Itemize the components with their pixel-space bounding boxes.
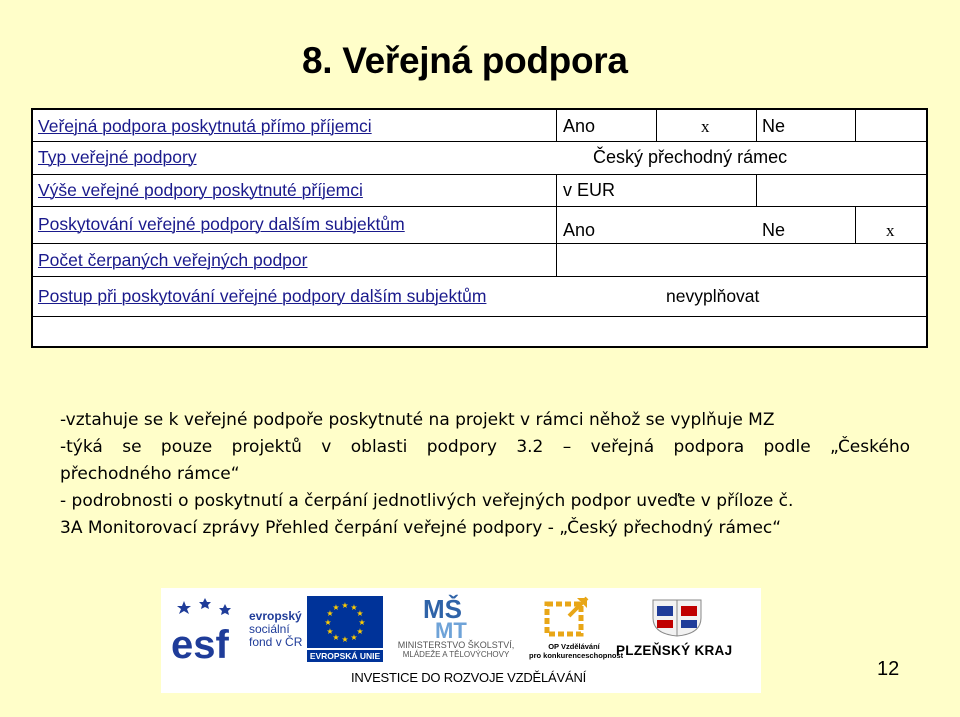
support-type-value: Český přechodný rámec (593, 147, 788, 167)
option-yes[interactable]: Ano (563, 220, 596, 240)
row-label-support-type: Typ veřejné podpory (38, 147, 197, 167)
eu-label: EVROPSKÁ UNIE (307, 650, 383, 662)
svg-text:★: ★ (341, 635, 349, 644)
page-title: 8. Veřejná podpora (302, 40, 628, 81)
svg-text:MŠ: MŠ (423, 594, 462, 624)
row-label-support-count: Počet čerpaných veřejných podpor (38, 250, 308, 270)
row-label-procedure: Postup při poskytování veřejné podpory dalším subjektům (38, 286, 487, 306)
selected-mark: x (701, 117, 710, 136)
col-divider (855, 110, 856, 141)
col-divider (756, 174, 757, 206)
col-divider (556, 206, 557, 243)
esf-caption-line: evropský (249, 609, 302, 623)
svg-text:★: ★ (350, 603, 358, 612)
svg-text:★: ★ (332, 633, 340, 642)
row-label-support-amount: Výše veřejné podpory poskytnuté příjemci (38, 180, 363, 200)
note-line: - podrobnosti o poskytnutí a čerpání jednotlivých veřejných podpor uveďte v příloze č. (60, 491, 794, 511)
msmt-caption-line: MINISTERSTVO ŠKOLSTVÍ, (397, 640, 515, 650)
svg-text:★: ★ (356, 609, 364, 618)
note-line: přechodného rámce“ (60, 464, 240, 484)
svg-text:★: ★ (326, 609, 334, 618)
col-divider (756, 110, 757, 141)
svg-text:★: ★ (324, 618, 332, 627)
col-divider (556, 110, 557, 141)
svg-text:★: ★ (358, 618, 366, 627)
msmt-logo (421, 594, 491, 640)
procedure-value: nevyplňovat (666, 286, 760, 306)
svg-text:MT: MT (435, 618, 467, 640)
op-caption-line: pro konkurenceschopnost (529, 651, 624, 660)
svg-text:esf: esf (171, 623, 229, 666)
plzen-crest-icon (647, 596, 707, 638)
public-support-table (31, 108, 928, 348)
svg-text:★: ★ (356, 627, 364, 636)
esf-caption-line: fond v ČR (249, 635, 303, 649)
row-divider (33, 243, 926, 244)
eu-flag-icon (307, 596, 383, 648)
svg-text:★: ★ (341, 601, 349, 610)
option-no[interactable]: Ne (762, 220, 786, 240)
option-yes[interactable]: Ano (563, 116, 596, 136)
amount-currency: v EUR (563, 180, 616, 200)
svg-text:★: ★ (326, 627, 334, 636)
row-divider (33, 141, 926, 142)
col-divider (855, 206, 856, 243)
note-line: 3A Monitorovací zprávy Přehled čerpání veřejné podpory - „Český přechodný rámec“ (60, 518, 782, 538)
row-divider (33, 276, 926, 277)
selected-mark: x (886, 221, 895, 240)
svg-text:★: ★ (350, 633, 358, 642)
row-divider (33, 316, 926, 317)
op-logo (543, 594, 599, 640)
op-caption-line: OP Vzdělávání (548, 642, 600, 651)
note-line: -vztahuje se k veřejné podpoře poskytnuté na projekt v rámci něhož se vyplňuje MZ (60, 410, 775, 430)
option-no[interactable]: Ne (762, 116, 786, 136)
row-divider (33, 174, 926, 175)
row-divider (33, 206, 926, 207)
esf-caption-line: sociální (249, 622, 290, 636)
esf-logo (169, 596, 249, 666)
col-divider (556, 174, 557, 206)
note-line: -týká se pouze projektů v oblasti podpory 3.2 – veřejná podpora podle „Českého (60, 437, 910, 457)
plzen-label: PLZEŇSKÝ KRAJ (616, 643, 733, 658)
col-divider (656, 110, 657, 141)
row-label-other-subjects: Poskytování veřejné podpory dalším subjektům (38, 214, 405, 234)
page-number: 12 (877, 658, 900, 680)
logos-footer: INVESTICE DO ROZVOJE VZDĚLÁVÁNÍ (351, 670, 587, 685)
notes (60, 407, 910, 542)
msmt-caption-line: MLÁDEŽE A TĚLOVÝCHOVY (402, 650, 510, 659)
row-label-direct-support: Veřejná podpora poskytnutá přímo příjemci (38, 116, 372, 136)
svg-text:★: ★ (332, 603, 340, 612)
funding-logos-strip (161, 588, 761, 693)
col-divider (556, 243, 557, 276)
